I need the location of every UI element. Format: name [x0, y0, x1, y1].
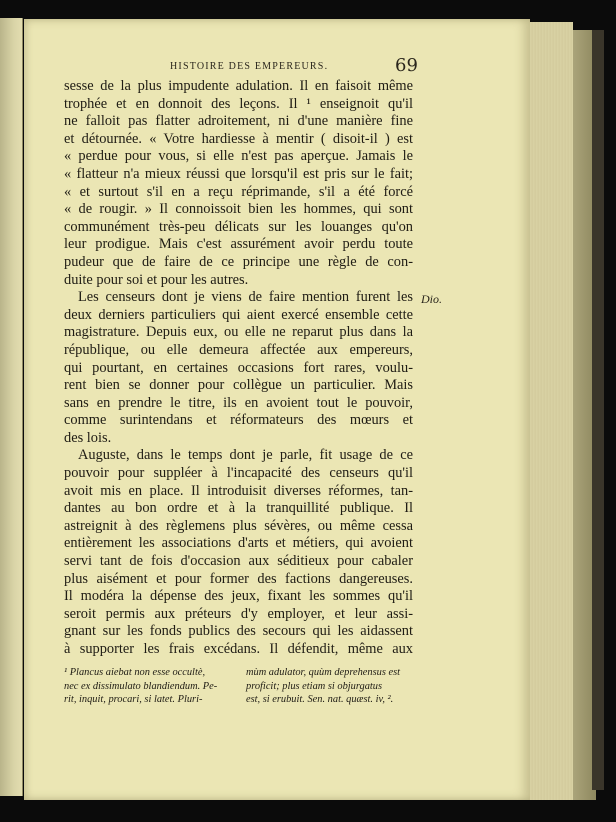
text-line: seroit permis aux préteurs d'y employer, et leur assi-: [64, 605, 413, 622]
text-line: gnant sur les fonds publics des secours qui les aidassent: [64, 623, 413, 640]
text-line: leur prodigue. Mais c'est assurément avoir perdu toute: [64, 236, 413, 253]
previous-page-edge: [0, 18, 23, 796]
text-line: à supporter les frais excédans. Il défendit, même aux: [64, 641, 413, 657]
page-block-edges: [528, 22, 573, 800]
running-head: HISTOIRE DES EMPEREURS.: [170, 61, 329, 72]
margin-note: Dio.: [421, 292, 442, 306]
footnote-line: rit, inquit, procari, si latet. Pluri-: [64, 694, 203, 705]
text-line: rent bien se donner pour collègue un particulier. Mais: [64, 377, 413, 394]
body-text: [64, 78, 413, 659]
text-line: pudeur que de faire de ce principe une règle de con-: [64, 253, 413, 270]
text-line: communément très-peu délicats sur les louanges qu'on: [64, 218, 413, 235]
text-line: dantes au bon ordre et à la tranquillité publique. Il: [64, 500, 413, 517]
text-line: « et surtout s'il en a reçu réprimande, s'il a été forcé: [64, 183, 413, 200]
text-line: « flatteur n'a mieux réussi que lorsqu'il est pris sur le fait;: [64, 165, 413, 182]
text-line: plus aisément et pour former des factions dangereuses.: [64, 570, 413, 587]
text-line: qui pourtant, en certaines occasions fort rares, voulu-: [64, 359, 413, 376]
book-cover-edge: [592, 30, 604, 790]
text-line: et détournée. « Votre hardiesse à mentir ( disoit-il ) est: [64, 130, 413, 147]
footnote-line: est, si erubuit. Sen. nat. quæst. iv, ².: [246, 694, 394, 705]
text-line: sesse de la plus impudente adulation. Il en faisoit même: [64, 78, 413, 94]
page-number: 69: [395, 55, 418, 76]
text-line: « perdue pour vous, si elle n'est pas aperçue. Jamais le: [64, 148, 413, 165]
text-line: avoit mis en place. Il introduisit diverses réformes, tan-: [64, 482, 413, 499]
text-line: comme surintendans et réformateurs des mœurs et: [64, 412, 413, 429]
text-line: servi tant de fois d'occasion aux séditieux pour cabaler: [64, 553, 413, 570]
footnote-line: ¹ Plancus aiebat non esse occultè,: [64, 667, 206, 678]
text-line: Auguste, dans le temps dont je parle, fit usage de ce: [78, 447, 413, 464]
text-line: Les censeurs dont je viens de faire mention furent les: [78, 289, 413, 306]
text-line: astreignit à des règlemens plus sévères, ou même cessa: [64, 517, 413, 534]
text-line: deux derniers particuliers qui aient exercé ensemble cette: [64, 306, 413, 323]
text-line: ne falloit pas flatter adroitement, ni d'une manière fine: [64, 113, 413, 130]
footnote-line: nec ex dissimulato blandiendum. Pe-: [64, 680, 218, 692]
text-line: Il modéra la dépense des jeux, fixant les sommes qu'il: [64, 588, 413, 605]
text-line: sans en prendre le titre, ils en avoient tout le pouvoir,: [64, 394, 413, 411]
footnote-line: proficit; plus etiam si objurgatus: [246, 680, 383, 692]
text-line: des lois.: [64, 429, 112, 446]
text-line: trophée et en donnoit des leçons. Il ¹ enseignoit qu'il: [64, 95, 413, 112]
text-line: république, ou elle demeura affectée aux empereurs,: [64, 341, 413, 358]
footnote-line: mùm adulator, quùm deprehensus est: [246, 667, 401, 678]
text-line: pouvoir pour suppléer à l'incapacité des censeurs qu'il: [64, 465, 413, 482]
text-line: entièrement les associations d'arts et métiers, qui avoient: [64, 535, 413, 552]
text-line: duite pour soi et pour les autres.: [64, 271, 249, 288]
footnote-column-left: [64, 666, 234, 707]
text-line: magistrature. Depuis eux, ou elle ne reparut plus dans la: [64, 324, 413, 341]
text-line: « de rougir. » Il connoissoit bien les hommes, qui sont: [64, 201, 413, 218]
footnote-column-right: [246, 666, 416, 707]
